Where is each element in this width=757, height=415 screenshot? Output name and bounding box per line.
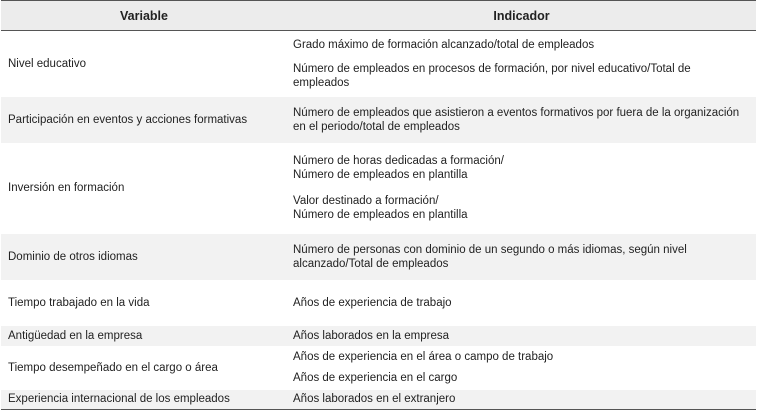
indicador-text: Años laborados en el extranjero	[293, 393, 456, 406]
indicador-cell	[287, 346, 756, 390]
indicador-cell	[287, 234, 756, 280]
indicador-cell	[287, 143, 756, 234]
variable-cell: Tiempo desempeñado en el cargo o área	[8, 361, 218, 374]
table-row	[1, 234, 756, 280]
table-row	[1, 280, 756, 326]
indicador-text: Años de experiencia en el cargo	[293, 372, 458, 384]
indicador-text: Número de personas con dominio de un segundo o más idiomas, según nivel alcanzado/Total de empleados	[293, 243, 687, 270]
indicador-text: Número de empleados en plantilla	[293, 209, 468, 221]
table-row	[1, 326, 756, 346]
indicador-text: Número de empleados que asistieron a eventos formativos por fuera de la organización en el periodo/total de empleados	[293, 106, 740, 133]
table-row	[1, 346, 756, 390]
variable-cell: Antigüedad en la empresa	[1, 326, 287, 346]
header-indicador: Indicador	[287, 1, 756, 31]
indicador-cell	[287, 97, 756, 143]
indicador-text: Años de experiencia en el área o campo de trabajo	[293, 351, 554, 363]
indicador-cell	[287, 326, 756, 346]
variable-cell: Inversión en formación	[8, 182, 125, 194]
table-header-row	[1, 1, 756, 31]
indicador-text: Número de empleados en procesos de formación, por nivel educativo/Total de empleados	[293, 62, 691, 89]
indicador-text: Número de empleados en plantilla	[293, 169, 468, 181]
table-row	[1, 31, 756, 97]
indicador-text: Años de experiencia de trabajo	[293, 296, 452, 309]
variables-table	[1, 0, 756, 410]
variable-cell: Tiempo trabajado en la vida	[8, 296, 150, 309]
variable-cell: Nivel educativo	[8, 57, 86, 70]
indicador-text: Valor destinado a formación/	[293, 195, 439, 207]
indicador-cell	[287, 390, 756, 410]
indicador-cell	[287, 280, 756, 326]
table-row	[1, 143, 756, 234]
indicador-text: Número de horas dedicadas a formación/	[293, 155, 504, 167]
variable-cell: Dominio de otros idiomas	[1, 234, 287, 280]
table-row	[1, 97, 756, 143]
variable-cell: Participación en eventos y acciones formativas	[1, 97, 287, 143]
indicador-cell	[287, 31, 756, 97]
variable-cell: Experiencia internacional de los empleados	[1, 390, 287, 410]
table-row	[1, 390, 756, 410]
header-variable: Variable	[1, 1, 287, 31]
indicador-text: Años laborados en la empresa	[293, 329, 449, 342]
indicador-text: Grado máximo de formación alcanzado/total de empleados	[293, 38, 595, 51]
